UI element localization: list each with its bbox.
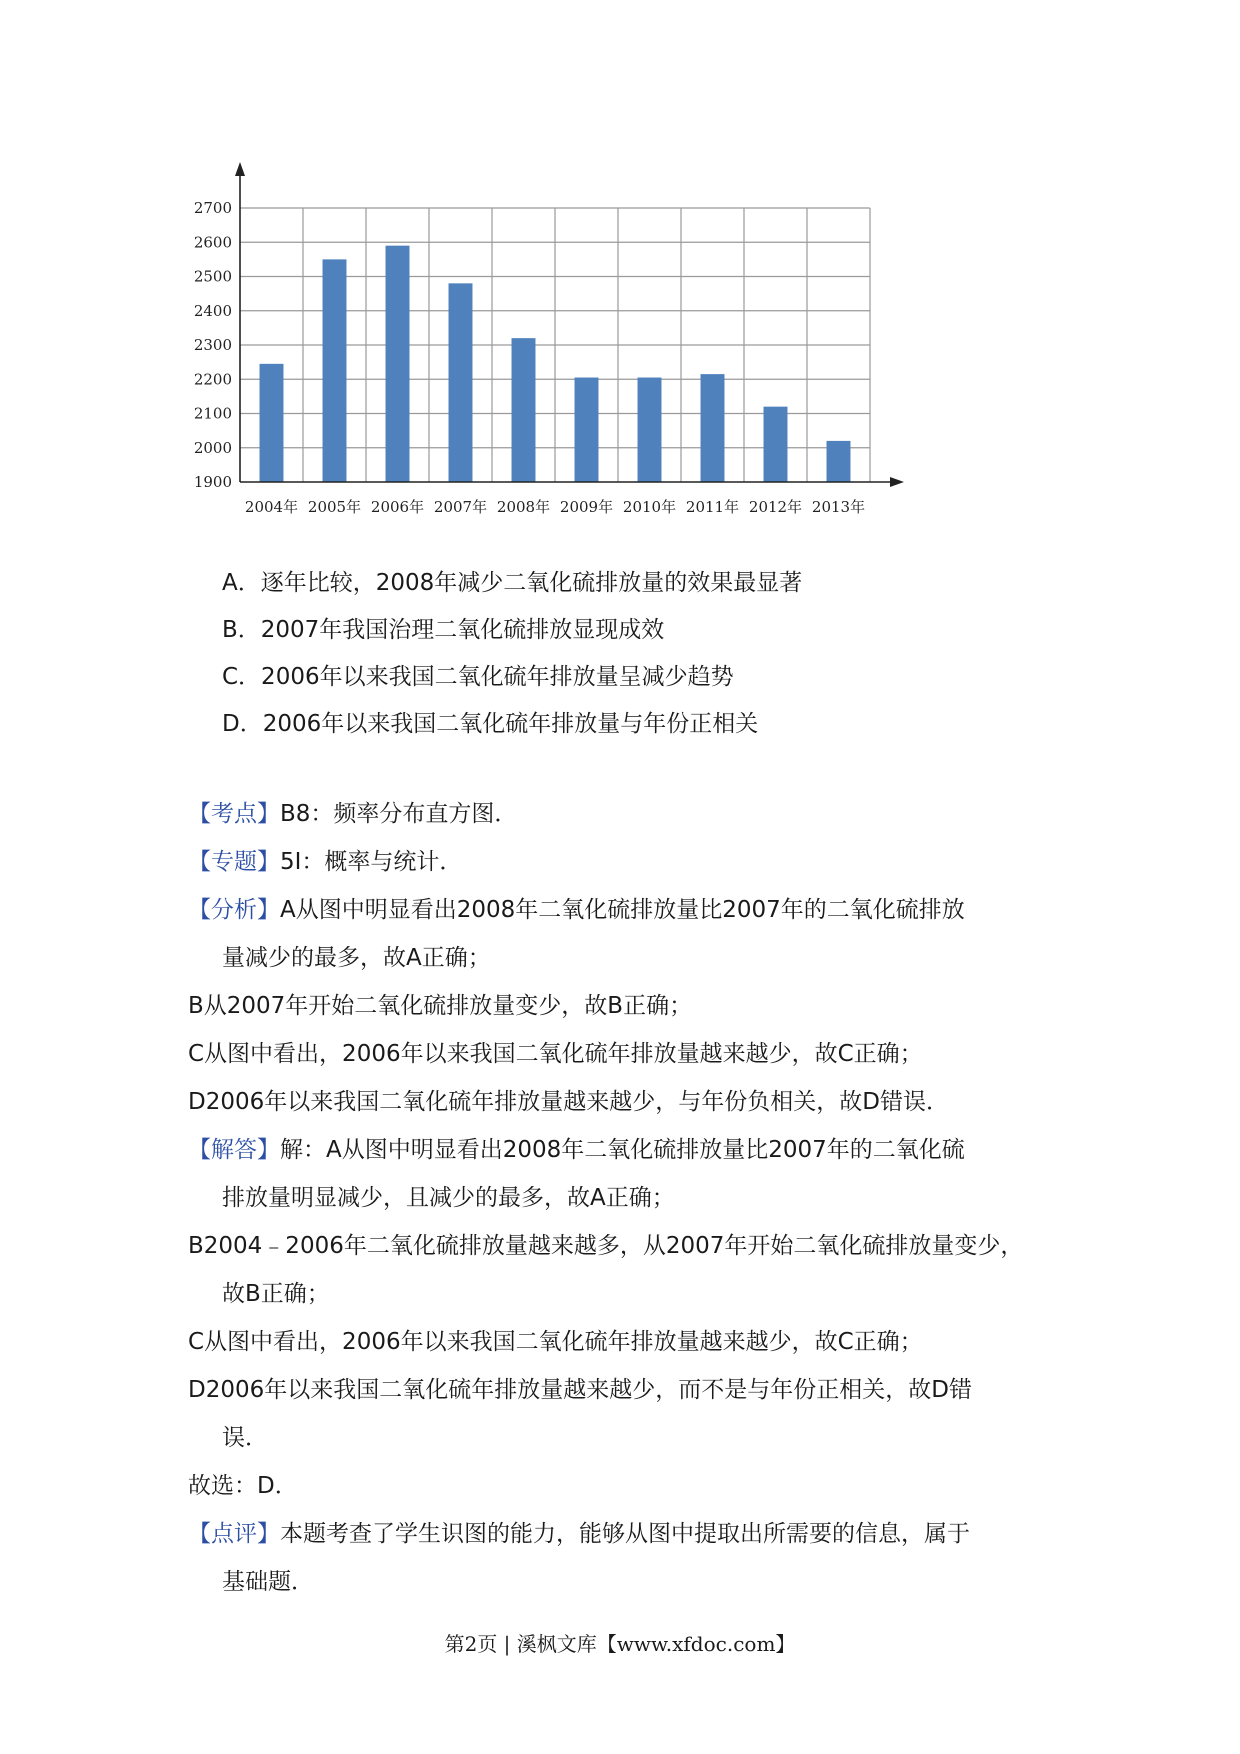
bar	[638, 378, 662, 482]
x-axis-arrow	[890, 477, 904, 487]
y-tick-label: 2700	[193, 199, 232, 217]
jieda-b-continuation: 故B正确；	[222, 1281, 330, 1307]
x-tick-label: 2006年	[370, 498, 425, 516]
jieda-d-continuation: 误．	[222, 1425, 268, 1451]
jieda-d: D2006年以来我国二氧化硫年排放量越来越少，而不是与年份正相关，故D错	[188, 1377, 972, 1403]
y-tick-label: 2000	[193, 438, 232, 457]
y-tick-label: 2300	[193, 336, 232, 354]
answer-line: 故选：D．	[188, 1473, 298, 1499]
answer-options	[222, 560, 802, 748]
fenxi-d: D2006年以来我国二氧化硫年排放量越来越少，与年份负相关，故D错误．	[188, 1089, 949, 1115]
page-footer: 第2页 | 溪枫文库【www.xfdoc.com】	[444, 1632, 796, 1656]
zhuanti-tag: 【专题】	[188, 849, 280, 875]
dianping-tag: 【点评】	[188, 1521, 280, 1547]
y-tick-label: 2400	[193, 301, 232, 320]
bar	[260, 364, 284, 482]
x-tick-label: 2005年	[307, 498, 362, 516]
x-tick-label: 2010年	[622, 498, 677, 516]
fenxi-b: B从2007年开始二氧化硫排放量变少，故B正确；	[188, 993, 693, 1019]
bar	[575, 378, 599, 482]
kaodian-text: B8：频率分布直方图．	[280, 801, 518, 827]
dianping-text: 本题考查了学生识图的能力，能够从图中提取出所需要的信息，属于	[280, 1521, 970, 1547]
jieda-line	[188, 1126, 1068, 1174]
jieda-b: B2004﹣2006年二氧化硫排放量越来越多，从2007年开始二氧化硫排放量变少，	[188, 1233, 1024, 1259]
fenxi-tag: 【分析】	[188, 897, 280, 923]
bar	[323, 259, 347, 482]
fenxi-text: A从图中明显看出2008年二氧化硫排放量比2007年的二氧化硫排放	[280, 897, 965, 923]
fenxi-continuation: 量减少的最多，故A正确；	[222, 945, 491, 971]
x-tick-label: 2008年	[496, 498, 551, 516]
y-tick-label: 2200	[193, 370, 232, 389]
x-tick-label: 2012年	[748, 498, 803, 516]
fenxi-c: C从图中看出，2006年以来我国二氧化硫年排放量越来越少，故C正确；	[188, 1041, 923, 1067]
solution-section	[188, 790, 1068, 1606]
zhuanti-text: 5I：概率与统计．	[280, 849, 463, 875]
jieda-c: C从图中看出，2006年以来我国二氧化硫年排放量越来越少，故C正确；	[188, 1329, 923, 1355]
jieda-tag: 【解答】	[188, 1137, 280, 1163]
x-tick-label: 2009年	[559, 498, 614, 516]
y-tick-label: 2500	[193, 267, 232, 286]
jieda-continuation: 排放量明显减少，且减少的最多，故A正确；	[222, 1185, 675, 1211]
option-d: D．2006年以来我国二氧化硫年排放量与年份正相关	[222, 711, 759, 737]
y-axis-arrow	[235, 162, 245, 176]
bar	[386, 246, 410, 482]
zhuanti-line	[188, 838, 1068, 886]
bar	[449, 283, 473, 482]
x-tick-label: 2007年	[433, 498, 488, 516]
y-tick-label: 2600	[193, 233, 232, 252]
x-tick-label: 2013年	[811, 498, 866, 516]
dianping-continuation: 基础题．	[222, 1569, 314, 1595]
jieda-text: 解：A从图中明显看出2008年二氧化硫排放量比2007年的二氧化硫	[280, 1137, 965, 1163]
bar	[512, 338, 536, 482]
y-tick-label: 2100	[193, 404, 232, 423]
y-tick-label: 1900	[193, 473, 232, 491]
option-c: C．2006年以来我国二氧化硫年排放量呈减少趋势	[222, 664, 734, 690]
option-b: B．2007年我国治理二氧化硫排放显现成效	[222, 617, 665, 643]
bar	[764, 407, 788, 482]
bar-chart	[180, 160, 920, 530]
kaodian-line	[188, 790, 1068, 838]
x-tick-label: 2011年	[685, 498, 740, 516]
fenxi-line	[188, 886, 1068, 934]
x-tick-label: 2004年	[244, 498, 299, 516]
dianping-line	[188, 1510, 1068, 1558]
option-a: A．逐年比较，2008年减少二氧化硫排放量的效果最显著	[222, 570, 803, 596]
bar	[701, 374, 725, 482]
kaodian-tag: 【考点】	[188, 801, 280, 827]
bar	[827, 441, 851, 482]
